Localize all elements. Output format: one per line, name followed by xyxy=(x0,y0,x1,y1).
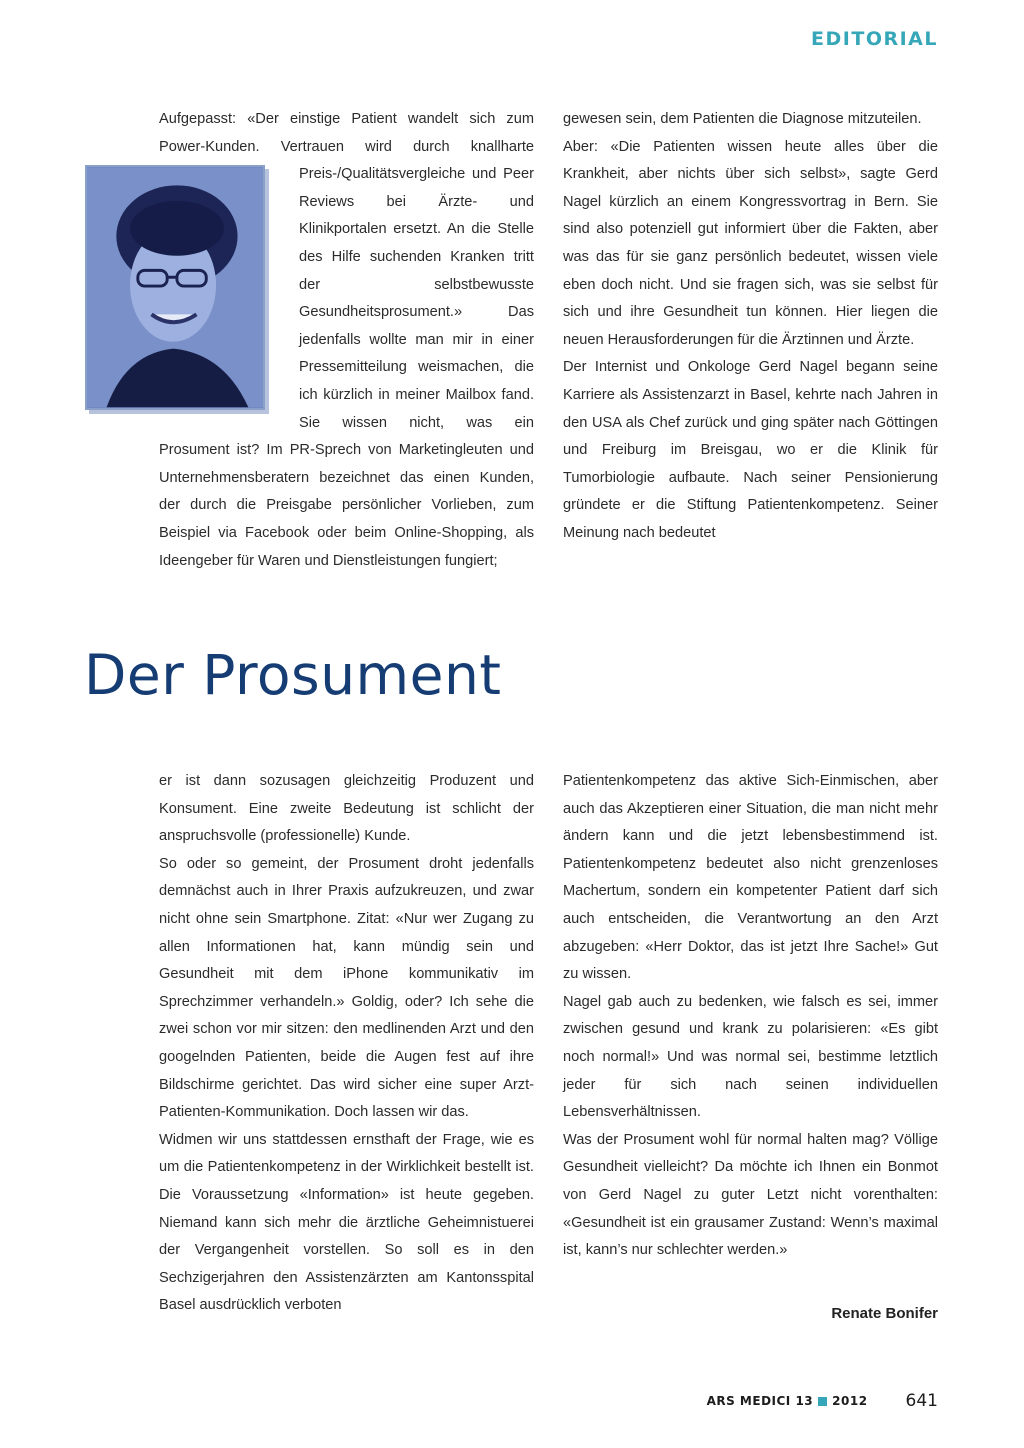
column-bottom-left xyxy=(159,768,534,1320)
page-number: 641 xyxy=(905,1391,938,1411)
square-icon xyxy=(818,1397,827,1406)
author-name: Renate Bonifer xyxy=(831,1305,938,1322)
issue-year: 2012 xyxy=(832,1394,868,1408)
author-photo-frame xyxy=(159,165,299,413)
section-label: EDITORIAL xyxy=(811,28,938,50)
paragraph: Patientenkompetenz das aktive Sich-Einmischen, aber auch das Akzeptieren einer Situation, die man nicht mehr ändern kann und die jetzt lebensbestimmend ist. Patientenkompetenz bedeutet also nicht grenzenloses Machertum, sondern ein kompetenter Patient darf sich auch entscheiden, die Verantwortung an den Arzt abzugeben: «Herr Doktor, das ist jetzt Ihre Sache!» Gut zu wissen. xyxy=(563,773,938,983)
page-footer xyxy=(707,1391,938,1411)
paragraph: Aufgepasst: «Der einstige Patient wandelt sich zum Power-Kunden. Vertrauen wird durch knallharte Preis-/Qualitätsvergleiche und Peer Reviews bei Ärzte- und Klinikportalen ersetzt. An die Stelle des Hilfe suchenden Kranken tritt der selbstbewusste Gesundheitsprosument.» Das jedenfalls wollte man mir in einer Pressemitteilung weismachen, die ich kürzlich in meiner Mailbox fand. Sie wissen nicht, was ein Prosument ist? Im PR-Sprech von Marketingleuten und Unternehmensberatern bezeichnet das einen Kunden, der durch die Preisgabe persönlicher Vorlieben, zum Beispiel via Facebook oder beim Online-Shopping, als Ideengeber für Waren und Dienstleistungen fungiert; xyxy=(159,106,534,575)
article-headline: Der Prosument xyxy=(84,643,502,707)
journal-name: ARS MEDICI 13 xyxy=(706,1394,814,1408)
paragraph: Widmen wir uns stattdessen ernsthaft der Frage, wie es um die Patientenkompetenz in der Wirklichkeit bestellt ist. Die Voraussetzung «Information» ist heute gegeben. Niemand kann sich mehr die ärztliche Geheimnistuerei der Vergangenheit vorstellen. So soll es in den Sechzigerjahren den Assistenzärzten am Kantonsspital Basel ausdrücklich verboten xyxy=(159,1131,534,1314)
column-top-left xyxy=(159,106,534,575)
paragraph: Der Internist und Onkologe Gerd Nagel begann seine Karriere als Assistenzarzt in Basel, kehrte nach Jahren in den USA als Chef zurück und ging später nach Göttingen und Freiburg im Breisgau, wo er die Klinik für Tumorbiologie aufbaute. Nach seiner Pensionierung gründete er die Stiftung Patientenkompetenz. Seiner Meinung nach bedeutet xyxy=(563,359,938,541)
paragraph: Aber: «Die Patienten wissen heute alles über die Krankheit, aber nichts über sich selbst», sagte Gerd Nagel kürzlich an einem Kongressvortrag in Bern. Sie sind also potenziell gut informiert über die Fakten, aber was das für sie ganz persönlich bedeutet, wissen viele eben doch nicht. Und sie fragen sich, was sie selbst für sich und ihre Gesundheit tun können. Hier liegen die neuen Herausforderungen für die Ärztinnen und Ärzte. xyxy=(563,138,938,348)
column-bottom-right xyxy=(563,768,938,1265)
paragraph: Nagel gab auch zu bedenken, wie falsch es sei, immer zwischen gesund und krank zu polarisieren: «Es gibt noch normal!» Und was normal sei, bestimme letztlich jeder für sich nach seinen individuellen Lebensverhältnissen. xyxy=(563,993,938,1121)
paragraph: So oder so gemeint, der Prosument droht jedenfalls demnächst auch in Ihrer Praxis aufzukreuzen, und zwar nicht ohne sein Smartphone. Zitat: «Nur wer Zugang zu allen Informationen hat, kann mündig sein und Gesundheit mit dem iPhone kommunikativ im Sprechzimmer verhandeln.» Goldig, oder? Ich sehe die zwei schon vor mir sitzen: den medlinenden Arzt und den googelnden Patienten, beide die Augen fest auf ihre Bildschirme gerichtet. Das wird sicher eine super Arzt-Patienten-Kommunikation. Doch lassen wir das. xyxy=(159,855,534,1121)
paragraph: Was der Prosument wohl für normal halten mag? Völlige Gesundheit vielleicht? Da möchte ich Ihnen ein Bonmot von Gerd Nagel zu guter Letzt nicht vorenthalten: «Gesundheit ist ein grausamer Zustand: Wenn’s maximal ist, kann’s nur schlechter werden.» xyxy=(563,1131,938,1259)
column-top-right xyxy=(563,106,938,548)
paragraph: gewesen sein, dem Patienten die Diagnose mitzuteilen. xyxy=(563,111,922,127)
author-photo xyxy=(85,165,265,410)
paragraph: er ist dann sozusagen gleichzeitig Produzent und Konsument. Eine zweite Bedeutung ist schlicht der anspruchsvolle (professionelle) Kunde. xyxy=(159,773,534,845)
